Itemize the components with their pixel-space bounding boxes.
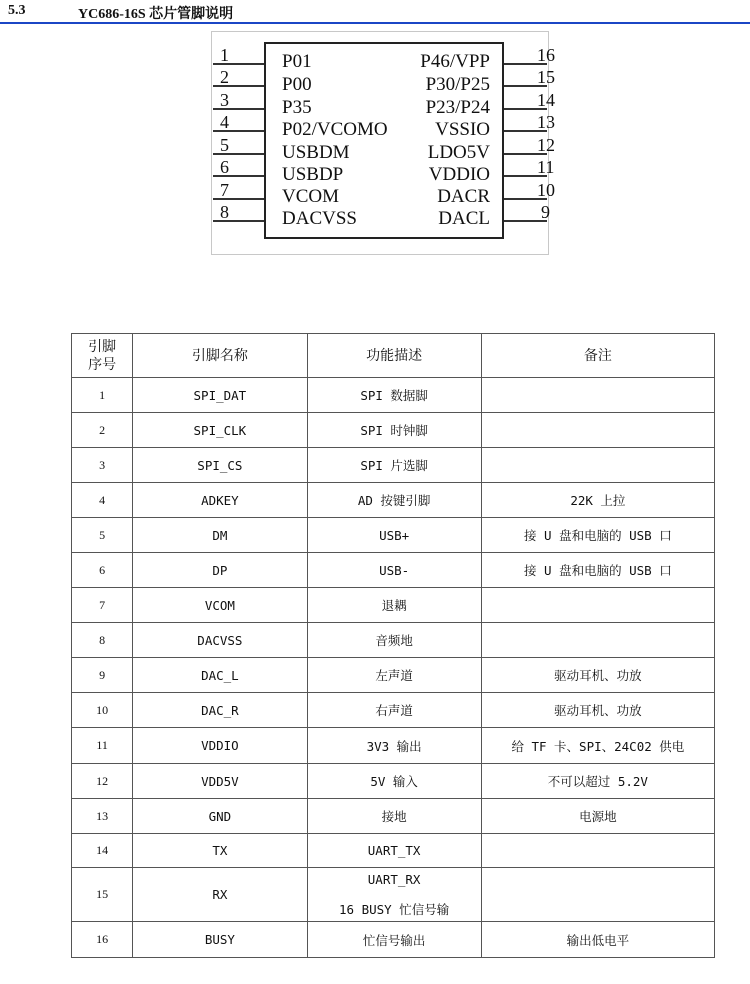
cell-pin-name: GND bbox=[133, 799, 307, 834]
cell-function: USB+ bbox=[307, 518, 481, 553]
cell-pin-number: 11 bbox=[72, 728, 133, 764]
left-pin-number: 5 bbox=[220, 135, 229, 155]
left-pin-number: 2 bbox=[220, 67, 229, 87]
left-pin-number: 4 bbox=[220, 112, 229, 132]
cell-remark bbox=[481, 623, 714, 658]
left-pin-number: 3 bbox=[220, 90, 229, 110]
table-row bbox=[72, 553, 715, 588]
cell-function: AD 按键引脚 bbox=[307, 483, 481, 518]
cell-pin-name: SPI_CS bbox=[133, 448, 307, 483]
right-pin-number: 16 bbox=[537, 45, 555, 65]
header-pin-number-line2: 序号 bbox=[88, 356, 117, 373]
header-pin-name: 引脚名称 bbox=[133, 334, 307, 378]
left-pin-number: 7 bbox=[220, 180, 229, 200]
cell-pin-number: 12 bbox=[72, 764, 133, 799]
cell-function: SPI 数据脚 bbox=[307, 378, 481, 413]
header-function: 功能描述 bbox=[307, 334, 481, 378]
right-pin-number: 11 bbox=[537, 157, 555, 177]
left-pin-name: P02/VCOMO bbox=[282, 119, 388, 140]
left-pin-name: VCOM bbox=[282, 186, 340, 207]
right-pin-name: DACL bbox=[438, 208, 490, 229]
cell-remark: 驱动耳机、功放 bbox=[481, 658, 714, 693]
table-header-row bbox=[72, 334, 715, 378]
right-pin-name: P46/VPP bbox=[420, 51, 490, 72]
cell-remark bbox=[481, 378, 714, 413]
cell-function: 退耦 bbox=[307, 588, 481, 623]
cell-remark: 输出低电平 bbox=[481, 922, 714, 958]
cell-function: SPI 片选脚 bbox=[307, 448, 481, 483]
cell-remark: 接 U 盘和电脑的 USB 口 bbox=[481, 553, 714, 588]
cell-remark bbox=[481, 834, 714, 868]
cell-pin-number: 9 bbox=[72, 658, 133, 693]
table-row bbox=[72, 693, 715, 728]
cell-pin-number: 8 bbox=[72, 623, 133, 658]
cell-function: 5V 输入 bbox=[307, 764, 481, 799]
header-pin-number bbox=[72, 334, 133, 378]
cell-function-line1: UART_RX bbox=[367, 871, 421, 887]
cell-pin-number: 1 bbox=[72, 378, 133, 413]
cell-pin-number: 4 bbox=[72, 483, 133, 518]
cell-pin-name: DP bbox=[133, 553, 307, 588]
cell-pin-number: 3 bbox=[72, 448, 133, 483]
cell-pin-name: ADKEY bbox=[133, 483, 307, 518]
table-row bbox=[72, 834, 715, 868]
cell-pin-number: 7 bbox=[72, 588, 133, 623]
cell-function: 接地 bbox=[307, 799, 481, 834]
table-row bbox=[72, 728, 715, 764]
left-pin-number: 8 bbox=[220, 202, 229, 222]
cell-function: 右声道 bbox=[307, 693, 481, 728]
table-row bbox=[72, 868, 715, 922]
cell-pin-name: SPI_CLK bbox=[133, 413, 307, 448]
cell-remark: 驱动耳机、功放 bbox=[481, 693, 714, 728]
cell-pin-name: DAC_L bbox=[133, 658, 307, 693]
cell-pin-number: 2 bbox=[72, 413, 133, 448]
table-row bbox=[72, 922, 715, 958]
cell-function: SPI 时钟脚 bbox=[307, 413, 481, 448]
right-pin-number: 12 bbox=[537, 135, 555, 155]
left-pin-name: P00 bbox=[282, 74, 312, 95]
right-pin-name: DACR bbox=[437, 186, 490, 207]
table-row bbox=[72, 623, 715, 658]
cell-pin-name: VCOM bbox=[133, 588, 307, 623]
table-row bbox=[72, 413, 715, 448]
cell-pin-name: RX bbox=[133, 868, 307, 922]
cell-pin-name: DACVSS bbox=[133, 623, 307, 658]
cell-remark bbox=[481, 868, 714, 922]
right-pin-name: P23/P24 bbox=[425, 97, 490, 118]
left-pin-name: DACVSS bbox=[282, 208, 357, 229]
section-title: YC686-16S 芯片管脚说明 bbox=[78, 7, 234, 22]
cell-remark: 给 TF 卡、SPI、24C02 供电 bbox=[481, 728, 714, 764]
right-pin-name: P30/P25 bbox=[425, 74, 490, 95]
left-pin-name: USBDM bbox=[282, 142, 350, 163]
cell-function: 音频地 bbox=[307, 623, 481, 658]
cell-function: 忙信号输出 bbox=[307, 922, 481, 958]
cell-function: 3V3 输出 bbox=[307, 728, 481, 764]
cell-pin-number: 13 bbox=[72, 799, 133, 834]
left-pin-name: P35 bbox=[282, 97, 312, 118]
table-row bbox=[72, 588, 715, 623]
table-row bbox=[72, 799, 715, 834]
cell-pin-number: 14 bbox=[72, 834, 133, 868]
table-row bbox=[72, 378, 715, 413]
cell-function-line2: 16 BUSY 忙信号输 bbox=[339, 901, 450, 917]
cell-pin-number: 5 bbox=[72, 518, 133, 553]
right-pin-number: 13 bbox=[537, 112, 555, 132]
cell-remark: 接 U 盘和电脑的 USB 口 bbox=[481, 518, 714, 553]
table-row bbox=[72, 764, 715, 799]
cell-remark: 22K 上拉 bbox=[481, 483, 714, 518]
table-row bbox=[72, 658, 715, 693]
section-header bbox=[0, 0, 750, 24]
table-row bbox=[72, 483, 715, 518]
cell-pin-number: 15 bbox=[72, 868, 133, 922]
right-pin-number: 15 bbox=[537, 67, 555, 87]
right-pin-name: VDDIO bbox=[428, 164, 490, 185]
cell-remark bbox=[481, 413, 714, 448]
cell-pin-name: TX bbox=[133, 834, 307, 868]
header-pin-number-line1: 引脚 bbox=[88, 338, 117, 355]
cell-pin-name: BUSY bbox=[133, 922, 307, 958]
right-pin-number: 14 bbox=[537, 90, 555, 110]
left-pin-name: USBDP bbox=[282, 164, 344, 185]
cell-remark: 不可以超过 5.2V bbox=[481, 764, 714, 799]
cell-pin-name: DM bbox=[133, 518, 307, 553]
table-row bbox=[72, 518, 715, 553]
cell-remark bbox=[481, 588, 714, 623]
cell-pin-name: DAC_R bbox=[133, 693, 307, 728]
cell-function: UART_TX bbox=[307, 834, 481, 868]
cell-function bbox=[307, 868, 481, 922]
right-pin-name: LDO5V bbox=[427, 142, 490, 163]
cell-pin-name: VDDIO bbox=[133, 728, 307, 764]
section-number: 5.3 bbox=[8, 3, 26, 18]
left-pin-number: 6 bbox=[220, 157, 229, 177]
left-pin-name: P01 bbox=[282, 51, 312, 72]
cell-remark bbox=[481, 448, 714, 483]
right-pin-number: 10 bbox=[537, 180, 555, 200]
table-row bbox=[72, 448, 715, 483]
cell-remark: 电源地 bbox=[481, 799, 714, 834]
header-remark: 备注 bbox=[481, 334, 714, 378]
pin-description-table bbox=[71, 333, 715, 958]
cell-pin-name: VDD5V bbox=[133, 764, 307, 799]
right-pin-name: VSSIO bbox=[435, 119, 490, 140]
cell-pin-number: 6 bbox=[72, 553, 133, 588]
cell-pin-number: 16 bbox=[72, 922, 133, 958]
left-pin-number: 1 bbox=[220, 45, 229, 65]
cell-function: 左声道 bbox=[307, 658, 481, 693]
cell-function: USB- bbox=[307, 553, 481, 588]
right-pin-number: 9 bbox=[541, 202, 550, 222]
cell-pin-number: 10 bbox=[72, 693, 133, 728]
cell-pin-name: SPI_DAT bbox=[133, 378, 307, 413]
